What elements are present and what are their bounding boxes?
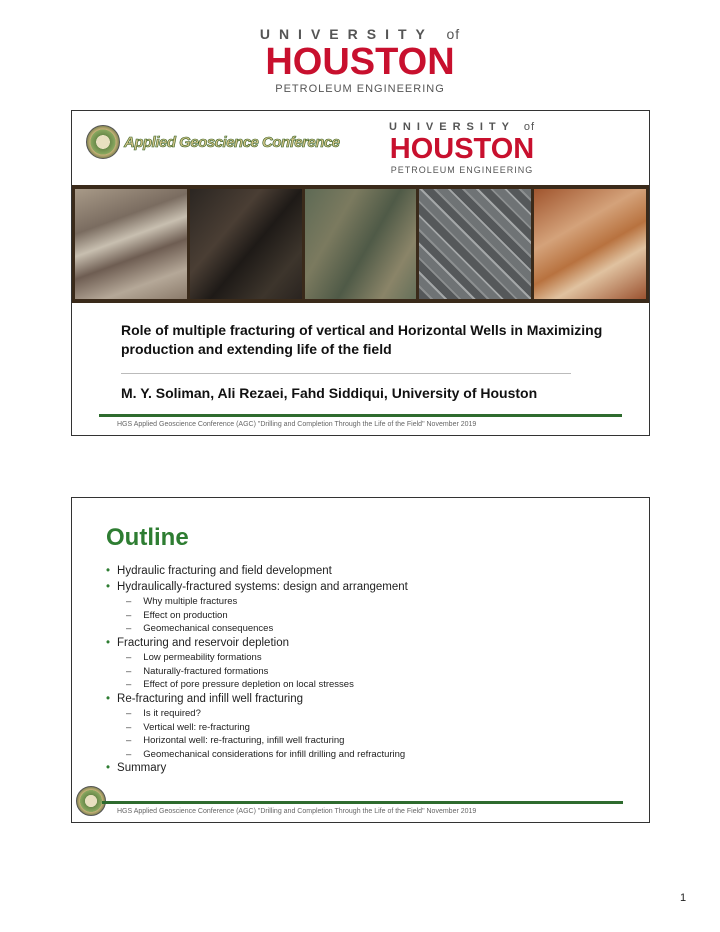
slide-logo-houston-text: HOUSTON <box>389 133 535 165</box>
logo-of-text: of <box>446 26 461 42</box>
slide-footer: HGS Applied Geoscience Conference (AGC) "Drilling and Completion Through the Life of the Field" November 2019 <box>117 421 477 428</box>
rock-photo <box>75 189 187 299</box>
hgs-seal-icon <box>86 125 120 159</box>
divider <box>121 373 571 374</box>
outline-slide <box>71 497 650 823</box>
outline-subitem: – Geomechanical consequences <box>126 622 636 636</box>
conference-logo-text: Applied Geoscience Conference <box>124 133 340 151</box>
outline-subitem: – Geomechanical considerations for infill drilling and refracturing <box>126 748 636 762</box>
outline-item: • Re-fracturing and infill well fracturing <box>106 692 636 708</box>
rock-photo <box>419 189 531 299</box>
slide-logo-dept-text: PETROLEUM ENGINEERING <box>390 165 534 175</box>
slide-footer: HGS Applied Geoscience Conference (AGC) "Drilling and Completion Through the Life of the Field" November 2019 <box>117 808 477 815</box>
authors-line: M. Y. Soliman, Ali Rezaei, Fahd Siddiqui, University of Houston <box>121 385 538 401</box>
rock-photo <box>534 189 646 299</box>
outline-item: • Summary <box>106 761 636 777</box>
rock-photo <box>190 189 302 299</box>
green-divider <box>99 414 622 417</box>
title-slide <box>71 110 650 436</box>
outline-item: • Fracturing and reservoir depletion <box>106 636 636 652</box>
outline-subitem: – Effect on production <box>126 609 636 623</box>
outline-subitem: – Why multiple fractures <box>126 595 636 609</box>
logo-university-text: UNIVERSITY <box>259 26 434 42</box>
outline-list <box>106 564 636 777</box>
logo-dept-text: PETROLEUM ENGINEERING <box>275 83 445 95</box>
logo-houston-text: HOUSTON <box>265 41 455 83</box>
green-divider <box>102 801 623 804</box>
outline-subitem: – Horizontal well: re-fracturing, infill well fracturing <box>126 734 636 748</box>
slide-logo-of-text: of <box>523 121 536 133</box>
outline-subitem: – Effect of pore pressure depletion on local stresses <box>126 678 636 692</box>
slide-university-logo <box>372 121 552 175</box>
rock-photo <box>305 189 417 299</box>
outline-subitem: – Naturally-fractured formations <box>126 665 636 679</box>
conference-logo <box>86 125 340 159</box>
outline-subitem: – Low permeability formations <box>126 651 636 665</box>
slide-logo-university-text: UNIVERSITY <box>388 121 515 133</box>
university-of-houston-logo <box>240 26 480 95</box>
outline-heading: Outline <box>106 524 189 551</box>
outline-item: • Hydraulic fracturing and field development <box>106 564 636 580</box>
rock-photo-strip <box>72 185 649 303</box>
outline-subitem: – Vertical well: re-fracturing <box>126 721 636 735</box>
page-number: 1 <box>680 892 687 904</box>
outline-item: • Hydraulically-fractured systems: design and arrangement <box>106 580 636 596</box>
outline-subitem: – Is it required? <box>126 707 636 721</box>
presentation-title: Role of multiple fracturing of vertical and Horizontal Wells in Maximizing production and extending life of the field <box>121 322 603 357</box>
